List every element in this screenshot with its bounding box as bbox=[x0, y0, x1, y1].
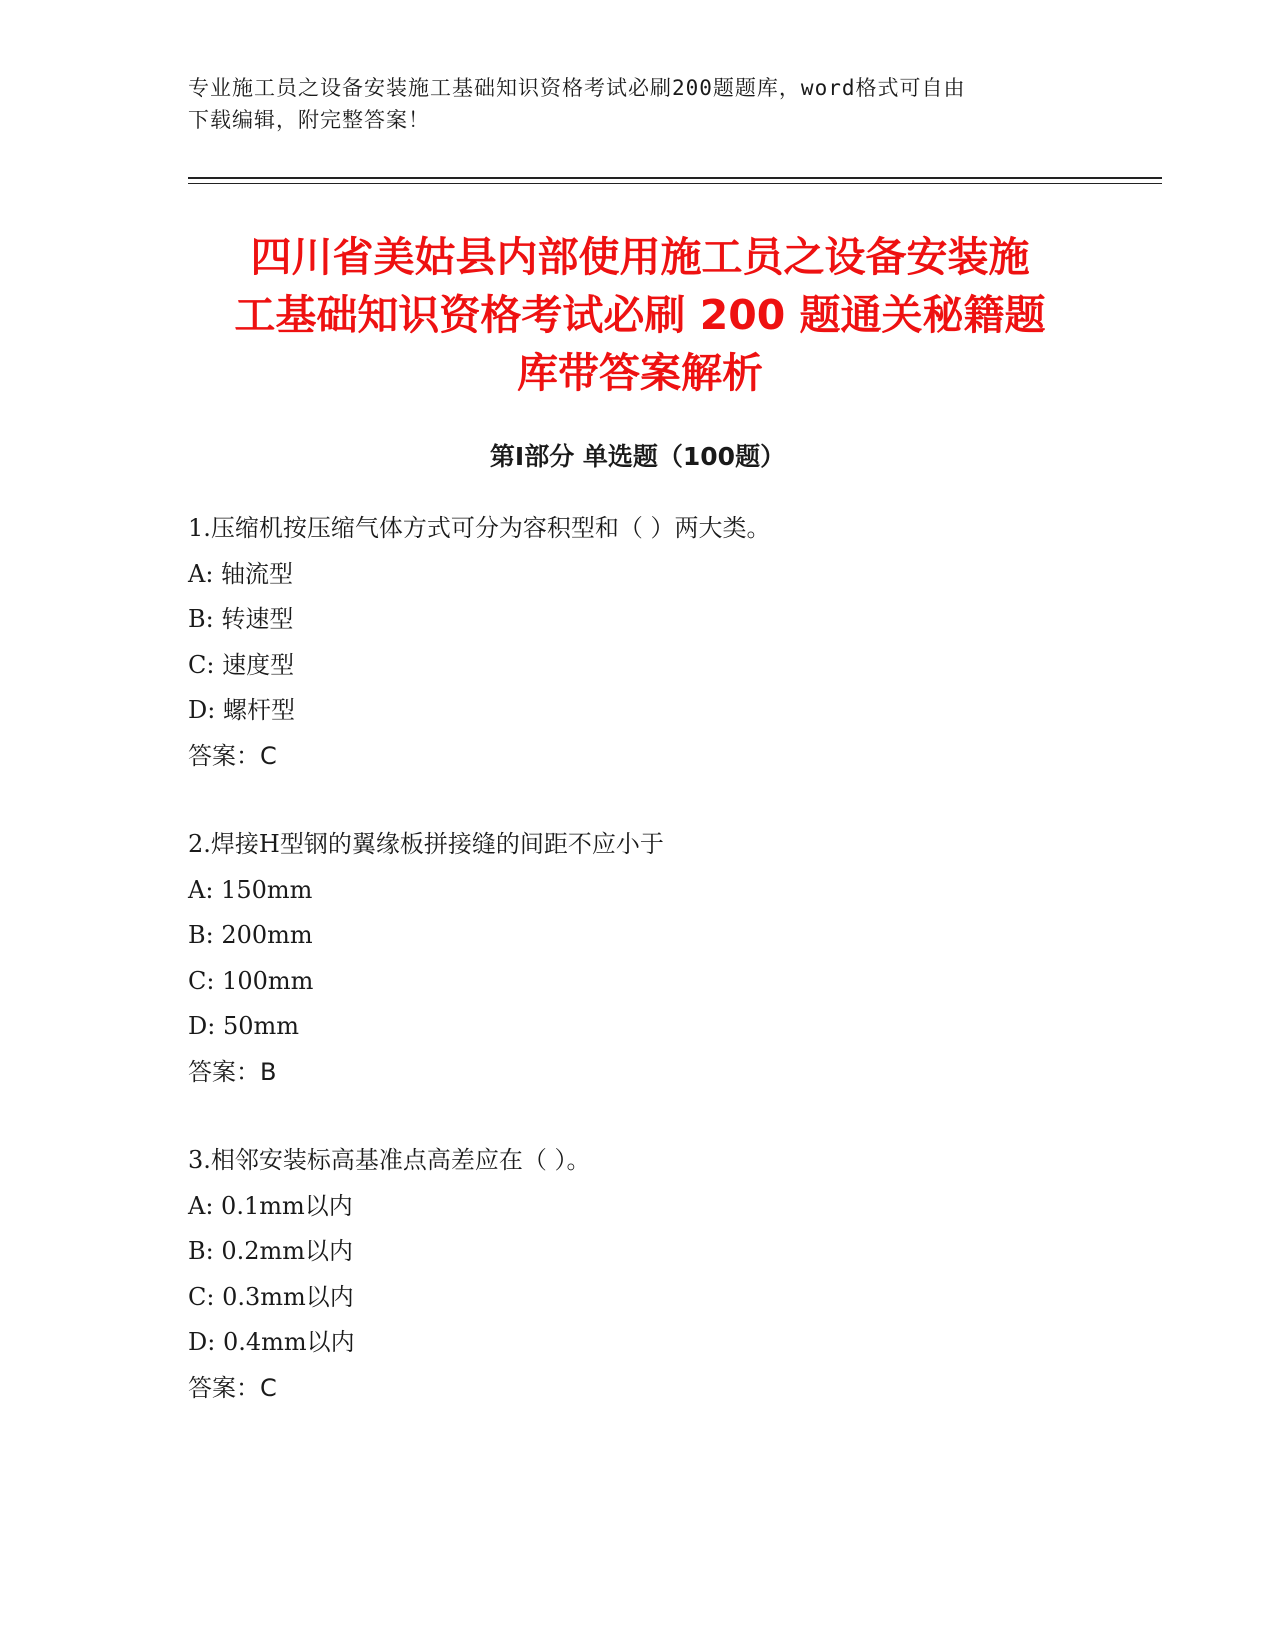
header-divider-thick bbox=[188, 177, 1162, 179]
option-d: D: 0.4mm以内 bbox=[188, 1328, 355, 1356]
option-a: A: 150mm bbox=[188, 875, 313, 904]
option-c: C: 速度型 bbox=[188, 650, 295, 679]
header-note bbox=[188, 72, 1088, 136]
question-stem: 2.焊接H型钢的翼缘板拼接缝的间距不应小于 bbox=[188, 830, 664, 858]
document-title-line-3: 库带答案解析 bbox=[517, 349, 763, 397]
document-title-line-1: 四川省美姑县内部使用施工员之设备安装施 bbox=[250, 233, 1030, 281]
document-title-line-2: 工基础知识资格考试必刷 200 题通关秘籍题 bbox=[234, 291, 1046, 339]
option-d: D: 50mm bbox=[188, 1012, 300, 1040]
option-c: C: 0.3mm以内 bbox=[188, 1282, 354, 1311]
option-b: B: 转速型 bbox=[188, 605, 294, 633]
question-3 bbox=[188, 1138, 1088, 1411]
question-stem: 1.压缩机按压缩气体方式可分为容积型和（ ）两大类。 bbox=[188, 514, 771, 542]
document-title bbox=[190, 228, 1090, 402]
option-d: D: 螺杆型 bbox=[188, 696, 295, 724]
answer: 答案：C bbox=[188, 1373, 277, 1402]
question-1 bbox=[188, 506, 1088, 779]
option-c: C: 100mm bbox=[188, 966, 314, 995]
question-stem: 3.相邻安装标高基准点高差应在（ ）。 bbox=[188, 1146, 591, 1174]
header-divider-thin bbox=[188, 183, 1162, 184]
answer: 答案：C bbox=[188, 741, 277, 770]
option-a: A: 轴流型 bbox=[188, 559, 294, 588]
question-2 bbox=[188, 822, 1088, 1095]
header-note-line-2: 下载编辑，附完整答案！ bbox=[188, 108, 430, 132]
option-b: B: 0.2mm以内 bbox=[188, 1237, 354, 1265]
answer: 答案：B bbox=[188, 1057, 277, 1086]
option-b: B: 200mm bbox=[188, 921, 313, 949]
option-a: A: 0.1mm以内 bbox=[188, 1191, 353, 1220]
section-title: 第Ⅰ部分 单选题（100题） bbox=[489, 442, 786, 471]
header-note-line-1: 专业施工员之设备安装施工基础知识资格考试必刷200题题库，word格式可自由 bbox=[188, 76, 966, 100]
